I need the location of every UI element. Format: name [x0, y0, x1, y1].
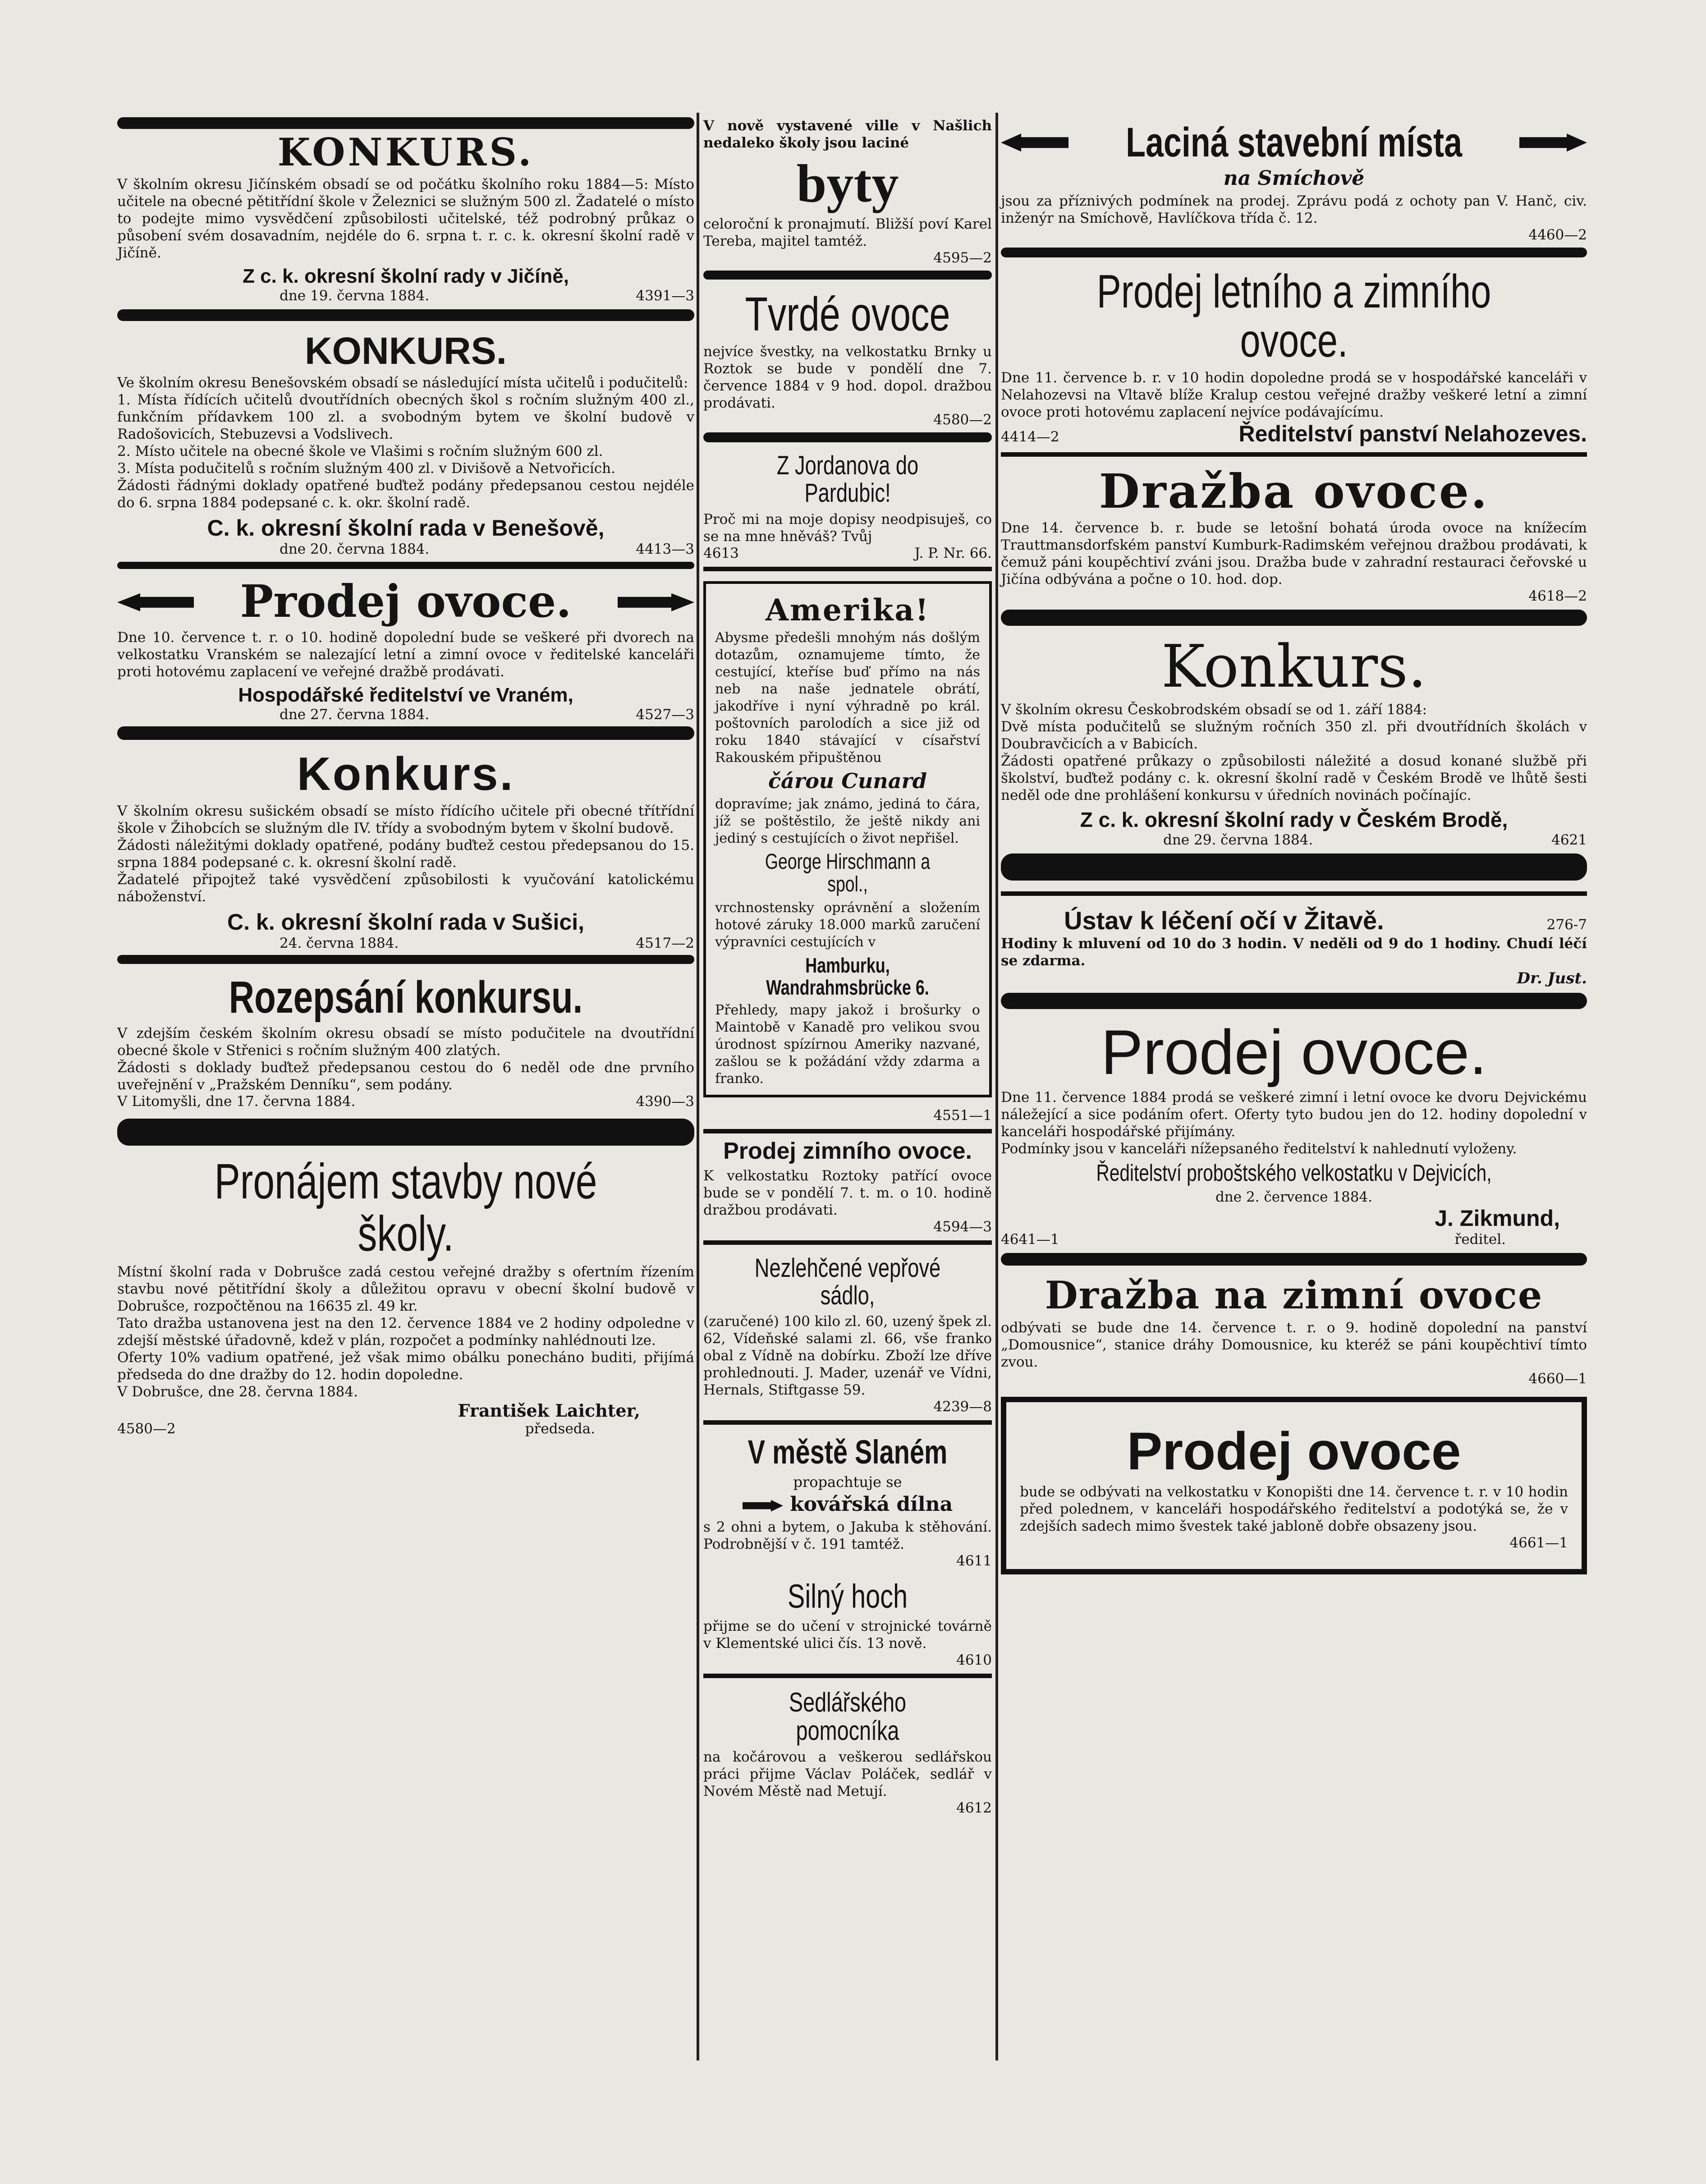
- ad-number: 4660—1: [1528, 1370, 1587, 1387]
- ad-title: Dražba na zimní ovoce: [1045, 1273, 1543, 1318]
- ad-body: dopravíme; jak známo, jediná to čára, jíž se poštěstilo, že ještě nikdy ani jediný s cestujících o život nepřišel.: [715, 796, 980, 846]
- rule-bar: [117, 955, 694, 964]
- pointing-hand-icon: [1001, 133, 1069, 151]
- ad-title: Prodej letního a zimního ovoce.: [1096, 265, 1491, 367]
- ad-body: na kočárovou a veškerou sedlářskou práci přijme Václav Poláček, sedlář v Novém Městě nad Metují.: [703, 1748, 992, 1799]
- ad-body: V školním okresu sušickém obsadí se místo řídícího učitele při obecné třítřídní škole v Žihobcích se služným dle IV. třídy a svobodným bytem v školní budově.: [117, 803, 694, 837]
- ad-konkurs-jicin: [117, 117, 694, 321]
- ad-title: Z Jordanova do Pardubic!: [776, 451, 919, 508]
- ad-body: vrchnostensky oprávnění a složením hotové záruky 18.000 marků zaručení výpravníci cestujících v: [715, 900, 980, 950]
- ad-prodej-ovoce-dejvice: [1001, 1016, 1587, 1266]
- rule-bar: [117, 309, 694, 321]
- ad-number: 4611: [956, 1553, 992, 1569]
- rule-bar: [1001, 853, 1587, 881]
- rule-bar: [703, 1420, 992, 1425]
- ad-body: nejvíce švestky, na velkostatku Brnky u Roztok se bude v pondělí dne 7. července 1884 v 9 hod. dopol. dražbou prodávati.: [703, 344, 992, 412]
- ad-drazba-zimni-ovoce: [1001, 1273, 1587, 1387]
- ad-sig: J. P. Nr. 66.: [914, 545, 992, 562]
- ad-dateline: [117, 935, 694, 951]
- ad-title: KONKURS.: [277, 130, 534, 174]
- ad-byty: [703, 117, 992, 280]
- ad-body: Místní školní rada v Dobrušce zadá cestou veřejné dražby s ofertním řízením stavbu nové pětitřídní školy a důležitou opravu v obecní školní budově v Dobrušce, rozpočtěnou na 16635 zl. 49 kr.: [117, 1264, 694, 1315]
- ad-signature: Z c. k. okresní školní rady v Jičíně,: [243, 265, 569, 288]
- ad-title: Konkurs.: [297, 748, 515, 801]
- rule-bar: [703, 1129, 992, 1133]
- ad-tvrde-ovoce: [703, 289, 992, 442]
- ad-title-row: [1001, 906, 1587, 935]
- ad-sub: propachtuje se: [793, 1473, 902, 1491]
- ad-title: V městě Slaném: [748, 1433, 948, 1471]
- rule-bar: [1001, 1253, 1587, 1266]
- ad-number: 4580—2: [117, 1421, 176, 1437]
- ad-signature: Z c. k. okresní školní rady v Českém Brodě,: [1080, 808, 1508, 831]
- rule-bar: [703, 1674, 992, 1678]
- ad-number: 4390—3: [636, 1093, 694, 1110]
- ad-body: bude se odbývati na velkostatku v Konopišti dne 14. července t. r. v 10 hodin před polednem, v kanceláři hospodářského ředitelství a podotýká se, že v zdejších sadech mimo švestek také jabloně dobře obsazeny jsou.: [1020, 1483, 1568, 1534]
- ad-drazba-ovoce: [1001, 463, 1587, 626]
- ad-sub2-text: kovářská dílna: [790, 1493, 953, 1516]
- ad-number: 4618—2: [1528, 588, 1587, 605]
- ad-title: Silný hoch: [787, 1578, 908, 1615]
- ad-city: Hamburku, Wandrahmsbrücke 6.: [766, 954, 929, 999]
- ad-number: 4580—2: [933, 412, 992, 428]
- ad-body: Žádosti s doklady buďtež předepsanou cestou do 6 neděl ode dne prvního uveřejnění v „Pražském Denníku“, sem podány.: [117, 1060, 694, 1093]
- ad-body: V školním okresu Českobrodském obsadí se od 1. září 1884:: [1001, 701, 1427, 718]
- ad-body: Žadatelé připojtež také vysvědčení způsobilosti k vyučování katolickému náboženství.: [117, 872, 694, 905]
- ad-prodej-ovoce-konopiste: [1001, 1397, 1587, 1574]
- ad-title: Rozepsání konkursu.: [229, 972, 583, 1023]
- ad-date: dne 20. června 1884.: [280, 541, 430, 558]
- ad-dateline: [117, 707, 694, 723]
- ad-number: 4612: [956, 1799, 992, 1816]
- rule-bar: [117, 562, 694, 569]
- ad-number: 4621: [1551, 831, 1587, 848]
- ad-pronajem-skoly: [117, 1156, 694, 1437]
- ad-dateline: [1001, 832, 1587, 848]
- ad-signature: C. k. okresní školní rada v Sušici,: [227, 909, 584, 935]
- ad-date: dne 2. července 1884.: [1215, 1189, 1373, 1206]
- ad-amerika: [703, 581, 992, 1097]
- ad-title: Laciná stavební místa: [1126, 119, 1462, 165]
- ad-number: 4391—3: [636, 288, 694, 304]
- column-right: [1001, 117, 1587, 1584]
- ad-number: 4413—3: [636, 541, 694, 558]
- ad-date: V Litomyšli, dne 17. června 1884.: [117, 1093, 356, 1110]
- ad-title: Prodej ovoce.: [1101, 1016, 1487, 1087]
- ad-konkurs-cesky-brod: [1001, 632, 1587, 896]
- ad-body: Přehledy, mapy jakož i brošurky o Maintobě v Kanadě pro velikou svou úrodnost spízírnou Ameriky nazvané, zašlou se k požádání vždy zdarma a franko.: [715, 1002, 980, 1087]
- ad-item: 3. Místa podučitelů s ročním služným 400 zl. v Divišově a Netvořicích.: [117, 460, 615, 477]
- ad-number: 4551—1: [933, 1107, 992, 1124]
- ad-body: (zaručené) 100 kilo zl. 60, uzený špek zl. 62, Vídeňské salami zl. 66, vše franko obal z Vídně na dobírku. Zboží lze dříve prohlednouti. J. Mader, uzenář ve Vídni, Hernals, Stiftgasse 59.: [703, 1313, 992, 1399]
- ad-body: V zdejším českém školním okresu obsadí se místo podučitele na dvoutřídní obecné škole v Střenici s ročním služným 400 zlatých.: [117, 1025, 694, 1059]
- ad-body: Žádosti náležitými doklady opatřené, podány buďtež cestou předepsanou do 15. srpna 1884 podepsané c. k. okresní školní radě.: [117, 837, 694, 871]
- ad-dateline: [1001, 1231, 1587, 1248]
- ad-title: byty: [796, 153, 899, 213]
- ad-body: V školním okresu Jičínském obsadí se od počátku školního roku 1884—5: Místo učitele na obecné pětitřídní škole v Železnici se služným 500 zl. Žadatelé o místo to podejte mimo vysvědčení způsobilosti učitelské, též podrobný průkaz o působení svém dosavadním, nejdéle do 6. srpna t. r. c. k. okresní školní radě v Jičíně.: [117, 176, 694, 262]
- ad-number: 4641—1: [1001, 1231, 1059, 1248]
- pointing-hand-icon: [1519, 133, 1587, 151]
- rule-bar: [117, 726, 694, 740]
- ad-date: dne 29. června 1884.: [1163, 831, 1313, 848]
- ad-sedlar: [703, 1688, 992, 1816]
- ad-body: Dne 14. července b. r. bude se letošní bohatá úroda ovoce na knížecím Trauttmansdorfském panství Kumburk-Radimském veřejnou dražbou prodávati, k čemuž páni koupěchtiví zváni jsou. Dražba bude v zahradní restauraci čeřovské u Jičína odbývána a počne o 10. hod. dop.: [1001, 520, 1587, 588]
- ad-line: čárou Cunard: [768, 769, 927, 794]
- rule-bar: [703, 1240, 992, 1245]
- ad-signature: C. k. okresní školní rada v Benešově,: [207, 515, 605, 541]
- rule-bar: [1001, 993, 1587, 1009]
- ad-body: K velkostatku Roztoky patřící ovoce bude se v pondělí 7. t. m. o 10. hodině dražbou prodávati.: [703, 1167, 992, 1218]
- ad-body: přijme se do učení v strojnické továrně v Klementské ulici čís. 13 nově.: [703, 1618, 992, 1652]
- ad-jordanov: [703, 452, 992, 571]
- ad-number: 4414—2: [1001, 429, 1059, 445]
- ad-firm: George Hirschmann a spol.,: [765, 849, 931, 897]
- ad-body: Podmínky jsou v kanceláři nížepsaného ředitelství k nahlednutí vyloženy.: [1001, 1140, 1517, 1157]
- ad-silny-hoch: [703, 1579, 992, 1678]
- ad-signature: Hospodářské ředitelství ve Vraném,: [238, 684, 573, 707]
- ad-title-row: [1001, 121, 1587, 165]
- ad-date: dne 19. června 1884.: [280, 288, 430, 304]
- ad-zimni-ovoce-roztoky: [703, 1139, 992, 1245]
- ad-sig: Dr. Just.: [1517, 969, 1587, 987]
- ad-body: Dne 11. července 1884 prodá se veškeré zimní i letní ovoce ke dvoru Dejvickému náležející a sice podáním ofert. Oferty tyto budou jen do 12. hodiny dopolední v kanceláři hospodářské přijímány.: [1001, 1089, 1587, 1140]
- ad-body: s 2 ohni a bytem, o Jakuba k stěhování. Podrobnější v č. 191 tamtéž.: [703, 1519, 992, 1553]
- pointing-hand-icon: [743, 1500, 783, 1512]
- ad-signature: František Laichter,: [458, 1400, 640, 1421]
- ad-number: 4517—2: [636, 935, 694, 952]
- ad-item: 1. Místa řídících učitelů dvoutřídních obecných škol s ročním služným 400 zl., funkčním přídavkem 100 zl. a svobodným bytem ve školní budově v Radošovicích, Stebuzevsi a Vodslivech.: [117, 392, 694, 443]
- ad-title: Dražba ovoce.: [1099, 463, 1489, 519]
- ad-konkurs-susice: [117, 750, 694, 964]
- ad-body: odbývati se bude dne 14. července t. r. o 9. hodině dopolední na panství „Domousnice“, stanice dráhy Domousnice, ku kteréž se páni koupěchtiví tímto zvou.: [1001, 1319, 1587, 1370]
- ad-ustav-oci: [1001, 906, 1587, 1009]
- ad-title: Amerika!: [765, 592, 930, 628]
- ad-title-row: [117, 576, 694, 628]
- column-rule: [995, 113, 998, 2060]
- ad-title: Pronájem stavby nové školy.: [214, 1154, 597, 1262]
- ad-body: Hodiny k mluvení od 10 do 3 hodin. V neděli od 9 do 1 hodiny. Chudí léčí se zdarma.: [1001, 935, 1587, 969]
- ad-role: ředitel.: [1454, 1231, 1506, 1248]
- ad-title: Tvrdé ovoce: [745, 288, 950, 341]
- ad-title: Prodej ovoce.: [240, 576, 572, 628]
- ad-body: celoroční k pronajmutí. Bližší poví Karel Tereba, majitel tamtéž.: [703, 216, 992, 249]
- rule-bar: [703, 567, 992, 571]
- ad-letni-zimni-ovoce: [1001, 267, 1587, 457]
- ad-dateline: [117, 1421, 694, 1437]
- ad-ref: 276-7: [1546, 916, 1587, 933]
- ad-number: 4613: [703, 545, 739, 562]
- ad-item: 2. Místo učitele na obecné škole ve Vlašimi s ročním služným 600 zl.: [117, 443, 603, 460]
- pointing-hand-icon: [117, 593, 194, 611]
- ad-intro: Ve školním okresu Benešovském obsadí se následující místa učitelů i podučitelů:: [117, 375, 688, 391]
- ad-body: Abysme předešli mnohým nás došlým dotazům, oznamujeme tímto, že cestující, kteříse buď přímo na nás neb na naše jednatele obrátí, jakodříve i nyní výhradně po král. poštovních parolodích a sice již od roku 1840 stávající v císařství Rakouském připuštěnou: [715, 630, 980, 766]
- ad-date: dne 27. června 1884.: [280, 707, 430, 723]
- ad-sub: na Smíchově: [1223, 166, 1365, 190]
- ad-title: Ústav k léčení očí v Žitavě.: [1064, 906, 1384, 935]
- column-left: [117, 117, 694, 1447]
- ad-number: 4610: [956, 1652, 992, 1668]
- ad-body: Tato dražba ustanovena jest na den 12. července 1884 ve 2 hodiny odpoledne v zdejší městské úřadovně, kdež v plán, rozpočet a podmínky nahlédnouti lze.: [117, 1315, 694, 1349]
- ad-rozepsani-konkursu: [117, 974, 694, 1146]
- ad-konkurs-benesov: [117, 331, 694, 569]
- ad-signature: Ředitelství panství Nelahozeves.: [1238, 421, 1587, 447]
- rule-bar: [703, 271, 992, 280]
- ad-body: Dne 11. července b. r. v 10 hodin dopoledne prodá se v hospodářské kanceláři v Nelahozevsi na Vltavě blíže Kralup cestou veřejné dražby veškeré letní a zimní ovoce proti hotovému zaplacení nejvíce podávajícímu.: [1001, 370, 1587, 421]
- rule-bar: [1001, 610, 1587, 626]
- rule-bar: [1001, 891, 1587, 896]
- rule-bar: [1001, 452, 1587, 457]
- rule-bar: [117, 1119, 694, 1146]
- ad-body: Oferty 10% vadium opatřené, jež však mimo obálku ponecháno buditi, přijímá předseda do dne dražby do 12. hodin dopoledne.: [117, 1349, 694, 1383]
- ad-slany: [703, 1435, 992, 1569]
- ad-dateline: [1001, 421, 1587, 447]
- pointing-hand-icon: [618, 593, 694, 611]
- ad-name: J. Zikmund,: [1435, 1206, 1560, 1231]
- ad-title: Prodej zimního ovoce.: [723, 1138, 972, 1165]
- ad-role: předseda.: [525, 1421, 595, 1437]
- rule-bar: [1001, 248, 1587, 257]
- ad-number: 4460—2: [1528, 226, 1587, 243]
- ad-stavebni-mista: [1001, 121, 1587, 257]
- ad-number: 4594—3: [933, 1218, 992, 1235]
- ad-body: jsou za příznivých podmínek na prodej. Zprávu podá z ochoty pan V. Hanč, civ. inženýr na Smíchově, Havlíčkova třída č. 12.: [1001, 193, 1587, 226]
- ad-body: Dvě místa podučitelů se služným ročních 350 zl. při dvoutřídních školách v Doubravčicích a v Babicích.: [1001, 718, 1587, 752]
- ad-intro: V nově vystavené ville v Našlich nedaleko školy jsou laciné: [703, 118, 992, 151]
- ad-title: Konkurs.: [1161, 632, 1427, 701]
- ad-sadlo: [703, 1255, 992, 1425]
- ad-dateline: [117, 1093, 694, 1110]
- ad-dateline: [117, 541, 694, 557]
- rule-bar: [117, 117, 694, 129]
- ad-signature: Ředitelství proboštského velkostatku v Dejvicích,: [1096, 1160, 1492, 1186]
- ad-dateline: [117, 288, 694, 304]
- ad-body: Žádosti opatřené průkazy o způsobilosti náležité a dosud konané službě při školství, buďtež podány c. k. okresní školní radě v Českém Brodě ve lhůtě šesti neděl ode dne prohlášení konkursu v úředních novinách počínajíc.: [1001, 752, 1587, 803]
- column-middle: [703, 117, 992, 1826]
- ad-title: KONKURS.: [304, 330, 507, 372]
- ad-prodej-ovoce-vrane: [117, 576, 694, 740]
- ad-number: 4527—3: [636, 707, 694, 723]
- ad-number: 4239—8: [933, 1399, 992, 1415]
- ad-body: Dne 10. července t. r. o 10. hodině dopolední bude se veškeré při dvorech na velkostatku Vranském se nalezající letní a zimní ovoce v ředitelské kanceláři proti hotovému zaplacení ve veřejné dražbě prodávati.: [117, 629, 694, 680]
- ad-title: Prodej ovoce: [1127, 1421, 1461, 1481]
- ad-number: 4661—1: [1509, 1534, 1568, 1551]
- ad-body: Proč mi na moje dopisy neodpisuješ, co se na mne hněváš? Tvůj: [703, 511, 992, 545]
- ad-date: V Dobrušce, dne 28. června 1884.: [117, 1384, 358, 1400]
- ad-date: 24. června 1884.: [280, 935, 399, 952]
- ad-closing: Žádosti řádnými doklady opatřené buďtež podány předepsanou cestou nejdéle do 6. srpna 1884 podepsané c. k. okr. školní radě.: [117, 477, 694, 511]
- ad-dateline: [703, 545, 992, 561]
- ad-number: 4595—2: [933, 250, 992, 266]
- ad-title: Nezlehčené vepřové sádlo,: [754, 1253, 941, 1310]
- ad-title: Sedlářského pomocníka: [789, 1687, 907, 1746]
- column-rule: [697, 113, 699, 2060]
- rule-bar: [703, 432, 992, 442]
- ad-sub2: [703, 1494, 992, 1515]
